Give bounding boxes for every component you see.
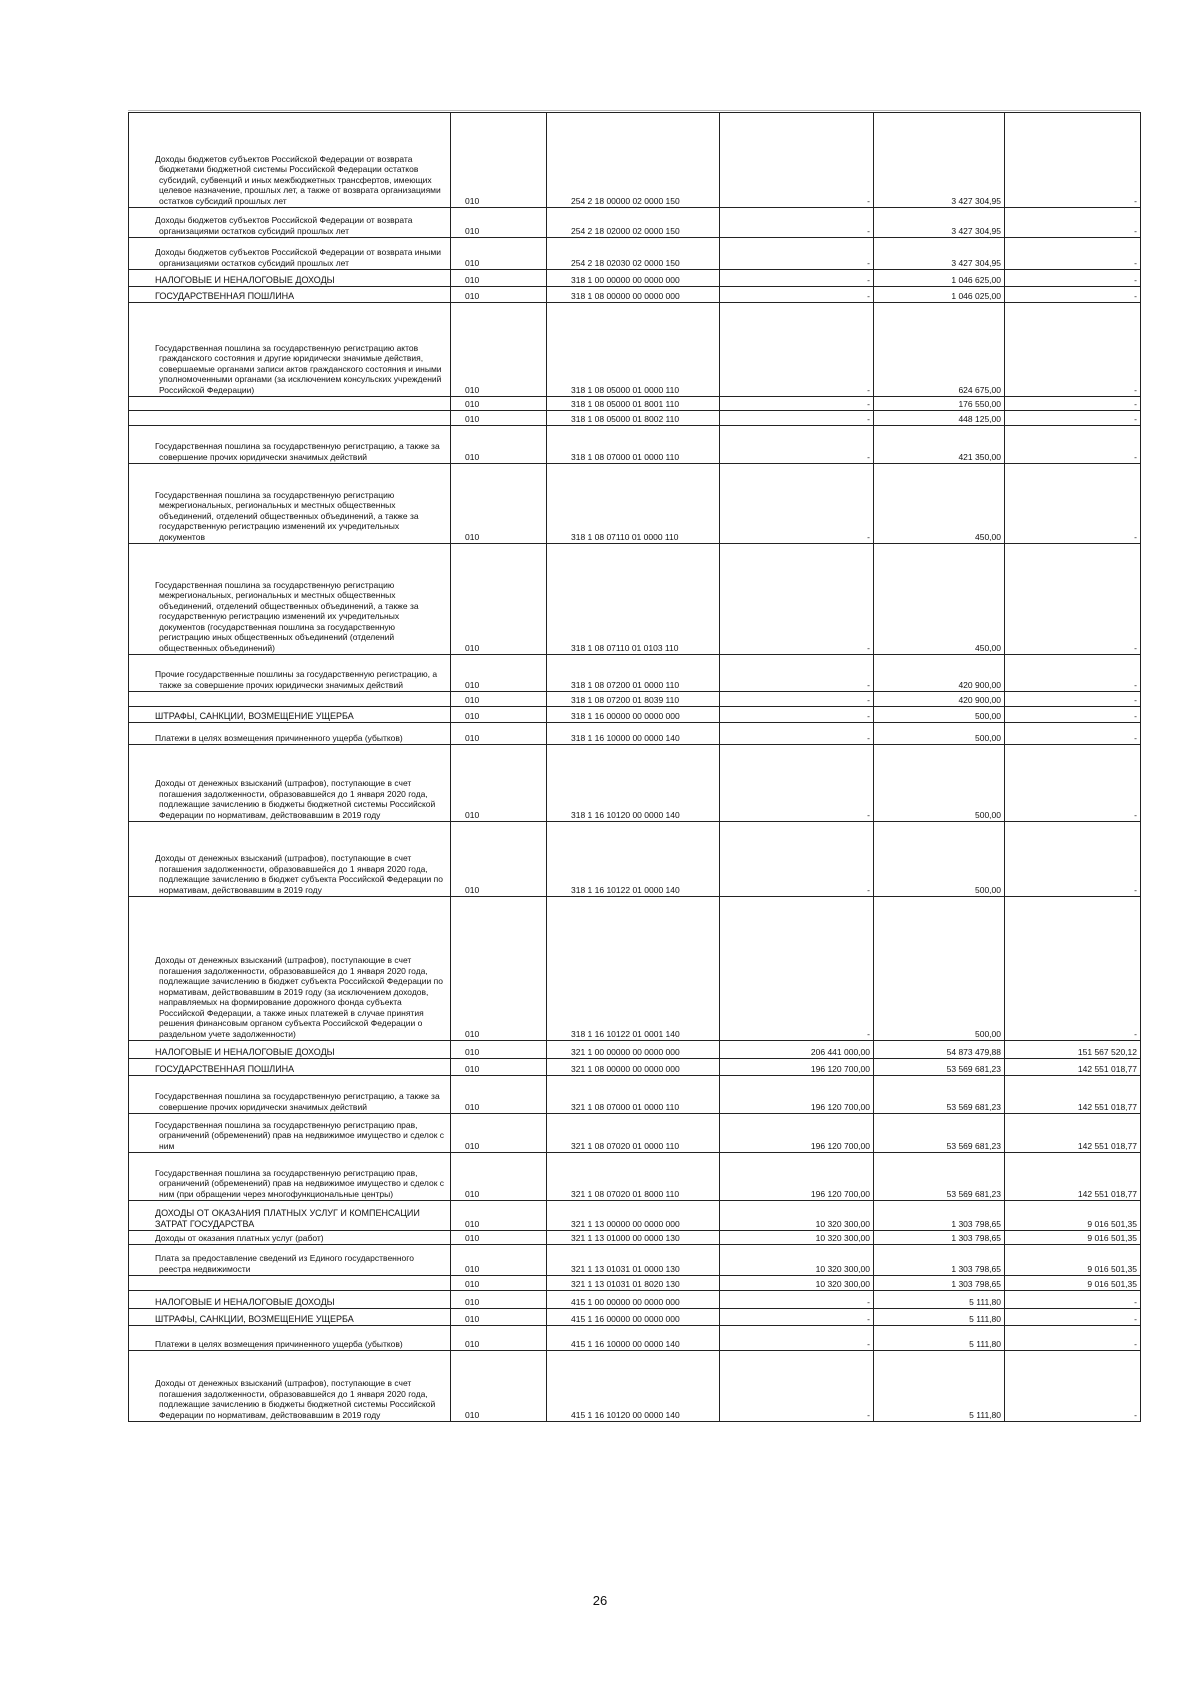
row-revenue-code-cell: 321 1 08 07020 01 8000 110 xyxy=(547,1153,720,1201)
row-name-cell: Плата за предоставление сведений из Единого государственного реестра недвижимости xyxy=(129,1245,451,1276)
row-executed-amount-cell: 53 569 681,23 xyxy=(874,1076,1005,1114)
row-revenue-code-cell: 321 1 00 00000 00 0000 000 xyxy=(547,1041,720,1059)
row-approved-amount-cell: 10 320 300,00 xyxy=(720,1276,874,1291)
row-revenue-code-cell: 254 2 18 02030 02 0000 150 xyxy=(547,238,720,270)
table-row xyxy=(129,113,1141,208)
row-name-cell xyxy=(129,411,451,426)
row-approved-amount-cell: - xyxy=(720,464,874,544)
row-approved-amount-cell: - xyxy=(720,655,874,692)
row-line-code-cell: 010 xyxy=(451,1076,547,1114)
row-revenue-code-cell: 415 1 16 10120 00 0000 140 xyxy=(547,1351,720,1422)
row-line-code-cell: 010 xyxy=(451,397,547,411)
row-executed-amount-cell: 500,00 xyxy=(874,707,1005,723)
table-row xyxy=(129,707,1141,723)
row-unexecuted-amount-cell: - xyxy=(1005,303,1141,397)
table-row xyxy=(129,1153,1141,1201)
table-row xyxy=(129,1309,1141,1326)
table-row xyxy=(129,1276,1141,1291)
table-row xyxy=(129,208,1141,238)
row-name-cell: Государственная пошлина за государственную регистрацию, а также за совершение прочих юридически значимых действий xyxy=(129,426,451,464)
row-executed-amount-cell: 450,00 xyxy=(874,544,1005,655)
row-line-code-cell: 010 xyxy=(451,1309,547,1326)
row-unexecuted-amount-cell: 9 016 501,35 xyxy=(1005,1201,1141,1231)
table-row xyxy=(129,655,1141,692)
row-executed-amount-cell: 176 550,00 xyxy=(874,397,1005,411)
row-revenue-code-cell: 318 1 16 00000 00 0000 000 xyxy=(547,707,720,723)
row-name-cell: НАЛОГОВЫЕ И НЕНАЛОГОВЫЕ ДОХОДЫ xyxy=(129,270,451,287)
table-row xyxy=(129,426,1141,464)
row-line-code-cell: 010 xyxy=(451,655,547,692)
row-line-code-cell: 010 xyxy=(451,1245,547,1276)
row-name-cell: Доходы от оказания платных услуг (работ) xyxy=(129,1231,451,1245)
row-approved-amount-cell: - xyxy=(720,1351,874,1422)
row-approved-amount-cell: - xyxy=(720,1291,874,1309)
table-row xyxy=(129,745,1141,822)
row-executed-amount-cell: 1 046 025,00 xyxy=(874,287,1005,303)
row-approved-amount-cell: - xyxy=(720,897,874,1041)
row-unexecuted-amount-cell: 142 551 018,77 xyxy=(1005,1076,1141,1114)
table-row xyxy=(129,1231,1141,1245)
row-executed-amount-cell: 500,00 xyxy=(874,745,1005,822)
row-approved-amount-cell: - xyxy=(720,411,874,426)
table-row xyxy=(129,723,1141,745)
row-line-code-cell: 010 xyxy=(451,270,547,287)
row-executed-amount-cell: 3 427 304,95 xyxy=(874,238,1005,270)
row-unexecuted-amount-cell: 142 551 018,77 xyxy=(1005,1059,1141,1076)
row-executed-amount-cell: 500,00 xyxy=(874,897,1005,1041)
row-name-cell: ГОСУДАРСТВЕННАЯ ПОШЛИНА xyxy=(129,1059,451,1076)
row-line-code-cell: 010 xyxy=(451,464,547,544)
row-executed-amount-cell: 5 111,80 xyxy=(874,1309,1005,1326)
row-approved-amount-cell: - xyxy=(720,1309,874,1326)
row-revenue-code-cell: 415 1 16 00000 00 0000 000 xyxy=(547,1309,720,1326)
row-unexecuted-amount-cell: - xyxy=(1005,287,1141,303)
row-name-cell: Доходы от денежных взысканий (штрафов), поступающие в счет погашения задолженности, образовавшейся до 1 января 2020 года, подлежащие зачислению в бюджеты бюджетной системы Российской Федерации по нормативам, действовавшим в 2019 году xyxy=(129,1351,451,1422)
row-line-code-cell: 010 xyxy=(451,1201,547,1231)
row-line-code-cell: 010 xyxy=(451,897,547,1041)
row-approved-amount-cell: - xyxy=(720,822,874,897)
row-executed-amount-cell: 624 675,00 xyxy=(874,303,1005,397)
row-name-cell: Платежи в целях возмещения причиненного ущерба (убытков) xyxy=(129,723,451,745)
row-revenue-code-cell: 318 1 08 07200 01 0000 110 xyxy=(547,655,720,692)
row-name-cell xyxy=(129,397,451,411)
row-approved-amount-cell: 10 320 300,00 xyxy=(720,1201,874,1231)
row-unexecuted-amount-cell: - xyxy=(1005,426,1141,464)
row-name-cell: Государственная пошлина за государственную регистрацию межрегиональных, региональных и местных общественных объединений, отделений общественных объединений, а также за государственную регистрацию изменений их учредительных документов xyxy=(129,464,451,544)
top-rule xyxy=(128,110,1140,111)
row-name-cell: Государственная пошлина за государственную регистрацию прав, ограничений (обременений) прав на недвижимое имущество и сделок с ним (при обращении через многофункциональные центры) xyxy=(129,1153,451,1201)
row-line-code-cell: 010 xyxy=(451,208,547,238)
revenue-table xyxy=(128,112,1141,1422)
row-line-code-cell: 010 xyxy=(451,287,547,303)
row-line-code-cell: 010 xyxy=(451,707,547,723)
row-revenue-code-cell: 321 1 13 00000 00 0000 000 xyxy=(547,1201,720,1231)
row-executed-amount-cell: 5 111,80 xyxy=(874,1351,1005,1422)
row-unexecuted-amount-cell: - xyxy=(1005,464,1141,544)
row-line-code-cell: 010 xyxy=(451,411,547,426)
row-unexecuted-amount-cell: - xyxy=(1005,113,1141,208)
row-executed-amount-cell: 500,00 xyxy=(874,723,1005,745)
row-approved-amount-cell: - xyxy=(720,544,874,655)
row-revenue-code-cell: 321 1 08 00000 00 0000 000 xyxy=(547,1059,720,1076)
row-executed-amount-cell: 3 427 304,95 xyxy=(874,113,1005,208)
row-line-code-cell: 010 xyxy=(451,238,547,270)
row-unexecuted-amount-cell: 142 551 018,77 xyxy=(1005,1153,1141,1201)
row-executed-amount-cell: 1 046 625,00 xyxy=(874,270,1005,287)
row-unexecuted-amount-cell: 9 016 501,35 xyxy=(1005,1245,1141,1276)
row-approved-amount-cell: 196 120 700,00 xyxy=(720,1153,874,1201)
row-unexecuted-amount-cell: 9 016 501,35 xyxy=(1005,1231,1141,1245)
row-revenue-code-cell: 318 1 08 00000 00 0000 000 xyxy=(547,287,720,303)
row-unexecuted-amount-cell: 142 551 018,77 xyxy=(1005,1114,1141,1153)
row-line-code-cell: 010 xyxy=(451,1351,547,1422)
row-unexecuted-amount-cell: - xyxy=(1005,655,1141,692)
row-unexecuted-amount-cell: - xyxy=(1005,270,1141,287)
row-approved-amount-cell: 206 441 000,00 xyxy=(720,1041,874,1059)
row-unexecuted-amount-cell: - xyxy=(1005,411,1141,426)
row-unexecuted-amount-cell: - xyxy=(1005,397,1141,411)
row-name-cell: НАЛОГОВЫЕ И НЕНАЛОГОВЫЕ ДОХОДЫ xyxy=(129,1041,451,1059)
row-name-cell: ШТРАФЫ, САНКЦИИ, ВОЗМЕЩЕНИЕ УЩЕРБА xyxy=(129,1309,451,1326)
row-line-code-cell: 010 xyxy=(451,1291,547,1309)
row-executed-amount-cell: 5 111,80 xyxy=(874,1291,1005,1309)
row-line-code-cell: 010 xyxy=(451,113,547,208)
table-row xyxy=(129,1076,1141,1114)
row-name-cell: Государственная пошлина за государственную регистрацию, а также за совершение прочих юридически значимых действий xyxy=(129,1076,451,1114)
row-line-code-cell: 010 xyxy=(451,1326,547,1351)
row-executed-amount-cell: 500,00 xyxy=(874,822,1005,897)
table-row xyxy=(129,303,1141,397)
row-line-code-cell: 010 xyxy=(451,1153,547,1201)
table-row xyxy=(129,822,1141,897)
row-revenue-code-cell: 318 1 16 10120 00 0000 140 xyxy=(547,745,720,822)
row-name-cell: Доходы от денежных взысканий (штрафов), поступающие в счет погашения задолженности, образовавшейся до 1 января 2020 года, подлежащие зачислению в бюджеты бюджетной системы Российской Федерации по нормативам, действовавшим в 2019 году xyxy=(129,745,451,822)
row-executed-amount-cell: 1 303 798,65 xyxy=(874,1201,1005,1231)
row-line-code-cell: 010 xyxy=(451,1231,547,1245)
row-approved-amount-cell: - xyxy=(720,238,874,270)
table-row xyxy=(129,287,1141,303)
row-revenue-code-cell: 318 1 08 05000 01 8001 110 xyxy=(547,397,720,411)
row-name-cell: ДОХОДЫ ОТ ОКАЗАНИЯ ПЛАТНЫХ УСЛУГ И КОМПЕНСАЦИИ ЗАТРАТ ГОСУДАРСТВА xyxy=(129,1201,451,1231)
row-name-cell: НАЛОГОВЫЕ И НЕНАЛОГОВЫЕ ДОХОДЫ xyxy=(129,1291,451,1309)
row-name-cell: ГОСУДАРСТВЕННАЯ ПОШЛИНА xyxy=(129,287,451,303)
row-unexecuted-amount-cell: - xyxy=(1005,692,1141,707)
table-row xyxy=(129,897,1141,1041)
row-executed-amount-cell: 420 900,00 xyxy=(874,655,1005,692)
row-unexecuted-amount-cell: - xyxy=(1005,1309,1141,1326)
row-approved-amount-cell: - xyxy=(720,426,874,464)
row-executed-amount-cell: 1 303 798,65 xyxy=(874,1245,1005,1276)
row-revenue-code-cell: 321 1 08 07020 01 0000 110 xyxy=(547,1114,720,1153)
table-row xyxy=(129,270,1141,287)
row-revenue-code-cell: 318 1 08 07110 01 0000 110 xyxy=(547,464,720,544)
row-executed-amount-cell: 5 111,80 xyxy=(874,1326,1005,1351)
row-revenue-code-cell: 254 2 18 02000 02 0000 150 xyxy=(547,208,720,238)
table-row xyxy=(129,238,1141,270)
row-approved-amount-cell: - xyxy=(720,303,874,397)
row-approved-amount-cell: - xyxy=(720,723,874,745)
row-name-cell: Доходы бюджетов субъектов Российской Федерации от возврата организациями остатков субсидий прошлых лет xyxy=(129,208,451,238)
table-row xyxy=(129,1114,1141,1153)
row-approved-amount-cell: - xyxy=(720,745,874,822)
row-revenue-code-cell: 318 1 08 05000 01 8002 110 xyxy=(547,411,720,426)
row-line-code-cell: 010 xyxy=(451,723,547,745)
row-approved-amount-cell: - xyxy=(720,270,874,287)
row-executed-amount-cell: 53 569 681,23 xyxy=(874,1059,1005,1076)
table-body xyxy=(129,113,1141,1422)
row-revenue-code-cell: 318 1 16 10122 01 0001 140 xyxy=(547,897,720,1041)
row-line-code-cell: 010 xyxy=(451,1114,547,1153)
row-approved-amount-cell: - xyxy=(720,113,874,208)
row-unexecuted-amount-cell: 151 567 520,12 xyxy=(1005,1041,1141,1059)
row-revenue-code-cell: 318 1 08 07110 01 0103 110 xyxy=(547,544,720,655)
row-unexecuted-amount-cell: - xyxy=(1005,1351,1141,1422)
row-line-code-cell: 010 xyxy=(451,692,547,707)
row-unexecuted-amount-cell: - xyxy=(1005,822,1141,897)
row-executed-amount-cell: 421 350,00 xyxy=(874,426,1005,464)
row-line-code-cell: 010 xyxy=(451,1276,547,1291)
table-row xyxy=(129,411,1141,426)
row-revenue-code-cell: 415 1 16 10000 00 0000 140 xyxy=(547,1326,720,1351)
row-name-cell: Платежи в целях возмещения причиненного ущерба (убытков) xyxy=(129,1326,451,1351)
row-approved-amount-cell: - xyxy=(720,692,874,707)
row-revenue-code-cell: 318 1 08 07000 01 0000 110 xyxy=(547,426,720,464)
row-approved-amount-cell: 196 120 700,00 xyxy=(720,1076,874,1114)
row-line-code-cell: 010 xyxy=(451,426,547,464)
row-executed-amount-cell: 53 569 681,23 xyxy=(874,1153,1005,1201)
row-name-cell: Доходы бюджетов субъектов Российской Федерации от возврата иными организациями остатков субсидий прошлых лет xyxy=(129,238,451,270)
row-revenue-code-cell: 321 1 13 01000 00 0000 130 xyxy=(547,1231,720,1245)
row-executed-amount-cell: 54 873 479,88 xyxy=(874,1041,1005,1059)
row-name-cell: Прочие государственные пошлины за государственную регистрацию, а также за совершение прочих юридически значимых действий xyxy=(129,655,451,692)
page-number: 26 xyxy=(592,1593,608,1608)
row-executed-amount-cell: 53 569 681,23 xyxy=(874,1114,1005,1153)
row-name-cell xyxy=(129,1276,451,1291)
row-executed-amount-cell: 448 125,00 xyxy=(874,411,1005,426)
row-line-code-cell: 010 xyxy=(451,1059,547,1076)
table-row xyxy=(129,1059,1141,1076)
table-row xyxy=(129,1326,1141,1351)
row-unexecuted-amount-cell: - xyxy=(1005,208,1141,238)
row-executed-amount-cell: 450,00 xyxy=(874,464,1005,544)
row-approved-amount-cell: 196 120 700,00 xyxy=(720,1114,874,1153)
table-row xyxy=(129,464,1141,544)
row-unexecuted-amount-cell: - xyxy=(1005,723,1141,745)
row-name-cell: ШТРАФЫ, САНКЦИИ, ВОЗМЕЩЕНИЕ УЩЕРБА xyxy=(129,707,451,723)
table-row xyxy=(129,692,1141,707)
row-line-code-cell: 010 xyxy=(451,745,547,822)
row-unexecuted-amount-cell: 9 016 501,35 xyxy=(1005,1276,1141,1291)
row-line-code-cell: 010 xyxy=(451,822,547,897)
row-approved-amount-cell: - xyxy=(720,287,874,303)
table-row xyxy=(129,544,1141,655)
table-row xyxy=(129,397,1141,411)
row-approved-amount-cell: 196 120 700,00 xyxy=(720,1059,874,1076)
row-approved-amount-cell: 10 320 300,00 xyxy=(720,1245,874,1276)
row-line-code-cell: 010 xyxy=(451,303,547,397)
row-executed-amount-cell: 1 303 798,65 xyxy=(874,1276,1005,1291)
table-row xyxy=(129,1201,1141,1231)
row-line-code-cell: 010 xyxy=(451,1041,547,1059)
row-executed-amount-cell: 3 427 304,95 xyxy=(874,208,1005,238)
row-name-cell xyxy=(129,692,451,707)
row-unexecuted-amount-cell: - xyxy=(1005,1326,1141,1351)
row-revenue-code-cell: 318 1 16 10122 01 0000 140 xyxy=(547,822,720,897)
row-approved-amount-cell: - xyxy=(720,208,874,238)
row-unexecuted-amount-cell: - xyxy=(1005,1291,1141,1309)
row-revenue-code-cell: 321 1 13 01031 01 0000 130 xyxy=(547,1245,720,1276)
row-unexecuted-amount-cell: - xyxy=(1005,238,1141,270)
row-revenue-code-cell: 318 1 16 10000 00 0000 140 xyxy=(547,723,720,745)
row-unexecuted-amount-cell: - xyxy=(1005,897,1141,1041)
row-unexecuted-amount-cell: - xyxy=(1005,745,1141,822)
row-name-cell: Государственная пошлина за государственную регистрацию прав, ограничений (обременений) прав на недвижимое имущество и сделок с ним xyxy=(129,1114,451,1153)
row-name-cell: Государственная пошлина за государственную регистрацию межрегиональных, региональных и местных общественных объединений, отделений общественных объединений, а также за государственную регистрацию изменений их учредительных документов (государственная пошлина за государственную регистрацию иных общественных объединений (отделений общественных объединений) xyxy=(129,544,451,655)
row-revenue-code-cell: 318 1 08 07200 01 8039 110 xyxy=(547,692,720,707)
row-name-cell: Государственная пошлина за государственную регистрацию актов гражданского состояния и другие юридически значимые действия, совершаемые органами записи актов гражданского состояния и иными уполномоченными органами (за исключением консульских учреждений Российской Федерации) xyxy=(129,303,451,397)
row-name-cell: Доходы от денежных взысканий (штрафов), поступающие в счет погашения задолженности, образовавшейся до 1 января 2020 года, подлежащие зачислению в бюджет субъекта Российской Федерации по нормативам, действовавшим в 2019 году xyxy=(129,822,451,897)
row-approved-amount-cell: - xyxy=(720,397,874,411)
row-approved-amount-cell: 10 320 300,00 xyxy=(720,1231,874,1245)
row-revenue-code-cell: 321 1 08 07000 01 0000 110 xyxy=(547,1076,720,1114)
row-revenue-code-cell: 318 1 08 05000 01 0000 110 xyxy=(547,303,720,397)
row-revenue-code-cell: 415 1 00 00000 00 0000 000 xyxy=(547,1291,720,1309)
table-row xyxy=(129,1245,1141,1276)
row-unexecuted-amount-cell: - xyxy=(1005,544,1141,655)
row-executed-amount-cell: 420 900,00 xyxy=(874,692,1005,707)
table-row xyxy=(129,1291,1141,1309)
row-executed-amount-cell: 1 303 798,65 xyxy=(874,1231,1005,1245)
row-revenue-code-cell: 254 2 18 00000 02 0000 150 xyxy=(547,113,720,208)
row-approved-amount-cell: - xyxy=(720,1326,874,1351)
row-name-cell: Доходы бюджетов субъектов Российской Федерации от возврата бюджетами бюджетной системы Российской Федерации остатков субсидий, субвенций и иных межбюджетных трансфертов, имеющих целевое назначение, прошлых лет, а также от возврата организациями остатков субсидий прошлых лет xyxy=(129,113,451,208)
row-name-cell: Доходы от денежных взысканий (штрафов), поступающие в счет погашения задолженности, образовавшейся до 1 января 2020 года, подлежащие зачислению в бюджет субъекта Российской Федерации по нормативам, действовавшим в 2019 году (за исключением доходов, направляемых на формирование дорожного фонда субъекта Российской Федерации, а также иных платежей в случае принятия решения финансовым органом субъекта Российской Федерации о раздельном учете задолженности) xyxy=(129,897,451,1041)
row-revenue-code-cell: 321 1 13 01031 01 8020 130 xyxy=(547,1276,720,1291)
table-row xyxy=(129,1351,1141,1422)
row-revenue-code-cell: 318 1 00 00000 00 0000 000 xyxy=(547,270,720,287)
table-row xyxy=(129,1041,1141,1059)
row-line-code-cell: 010 xyxy=(451,544,547,655)
row-unexecuted-amount-cell: - xyxy=(1005,707,1141,723)
row-approved-amount-cell: - xyxy=(720,707,874,723)
